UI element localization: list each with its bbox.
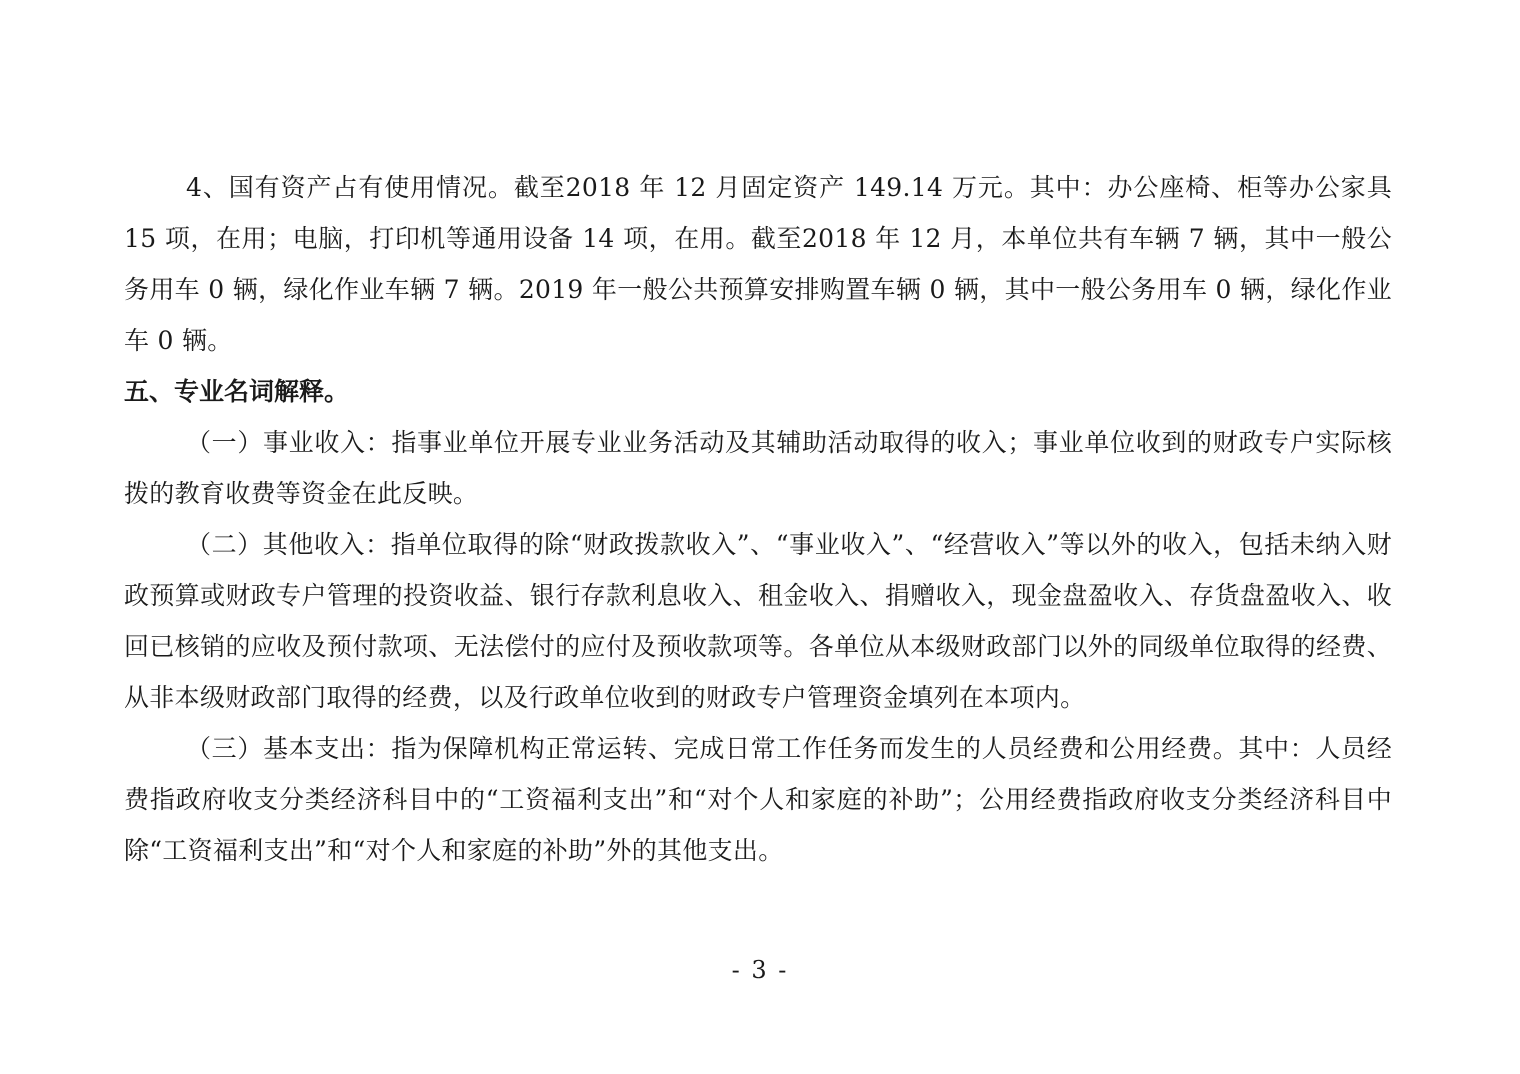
definition-basic-expenditure: （三）基本支出：指为保障机构正常运转、完成日常工作任务而发生的人员经费和公用经费。其中：人员经费指政府收支分类经济科目中的“工资福利支出”和“对个人和家庭的补助”；公用经费指政府收支分类经济科目中除“工资福利支出”和“对个人和家庭的补助”外的其他支出。 [124, 734, 1392, 865]
paragraph-asset-usage: 4、国有资产占有使用情况。截至2018 年 12 月固定资产 149.14 万元。其中：办公座椅、柜等办公家具 15 项，在用；电脑，打印机等通用设备 14 项，在用。截至2018 年 12 月，本单位共有车辆 7 辆，其中一般公务用车 0 辆，绿化作业车辆 7 辆。2019 年一般公共预算安排购置车辆 0 辆，其中一般公务用车 0 辆，绿化作业车 0 辆。 [124, 173, 1392, 355]
page-number: - 3 - [731, 956, 789, 984]
definition-business-income: （一）事业收入：指事业单位开展专业业务活动及其辅助活动取得的收入；事业单位收到的财政专户实际核拨的教育收费等资金在此反映。 [124, 428, 1392, 508]
definition-other-income: （二）其他收入：指单位取得的除“财政拨款收入”、“事业收入”、“经营收入”等以外的收入，包括未纳入财政预算或财政专户管理的投资收益、银行存款利息收入、租金收入、捐赠收入，现金盘盈收入、存货盘盈收入、收回已核销的应收及预付款项、无法偿付的应付及预收款项等。各单位从本级财政部门以外的同级单位取得的经费、从非本级财政部门取得的经费，以及行政单位收到的财政专户管理资金填列在本项内。 [124, 530, 1392, 712]
document-body [124, 162, 1392, 876]
section-heading-terms: 五、专业名词解释。 [124, 377, 350, 406]
